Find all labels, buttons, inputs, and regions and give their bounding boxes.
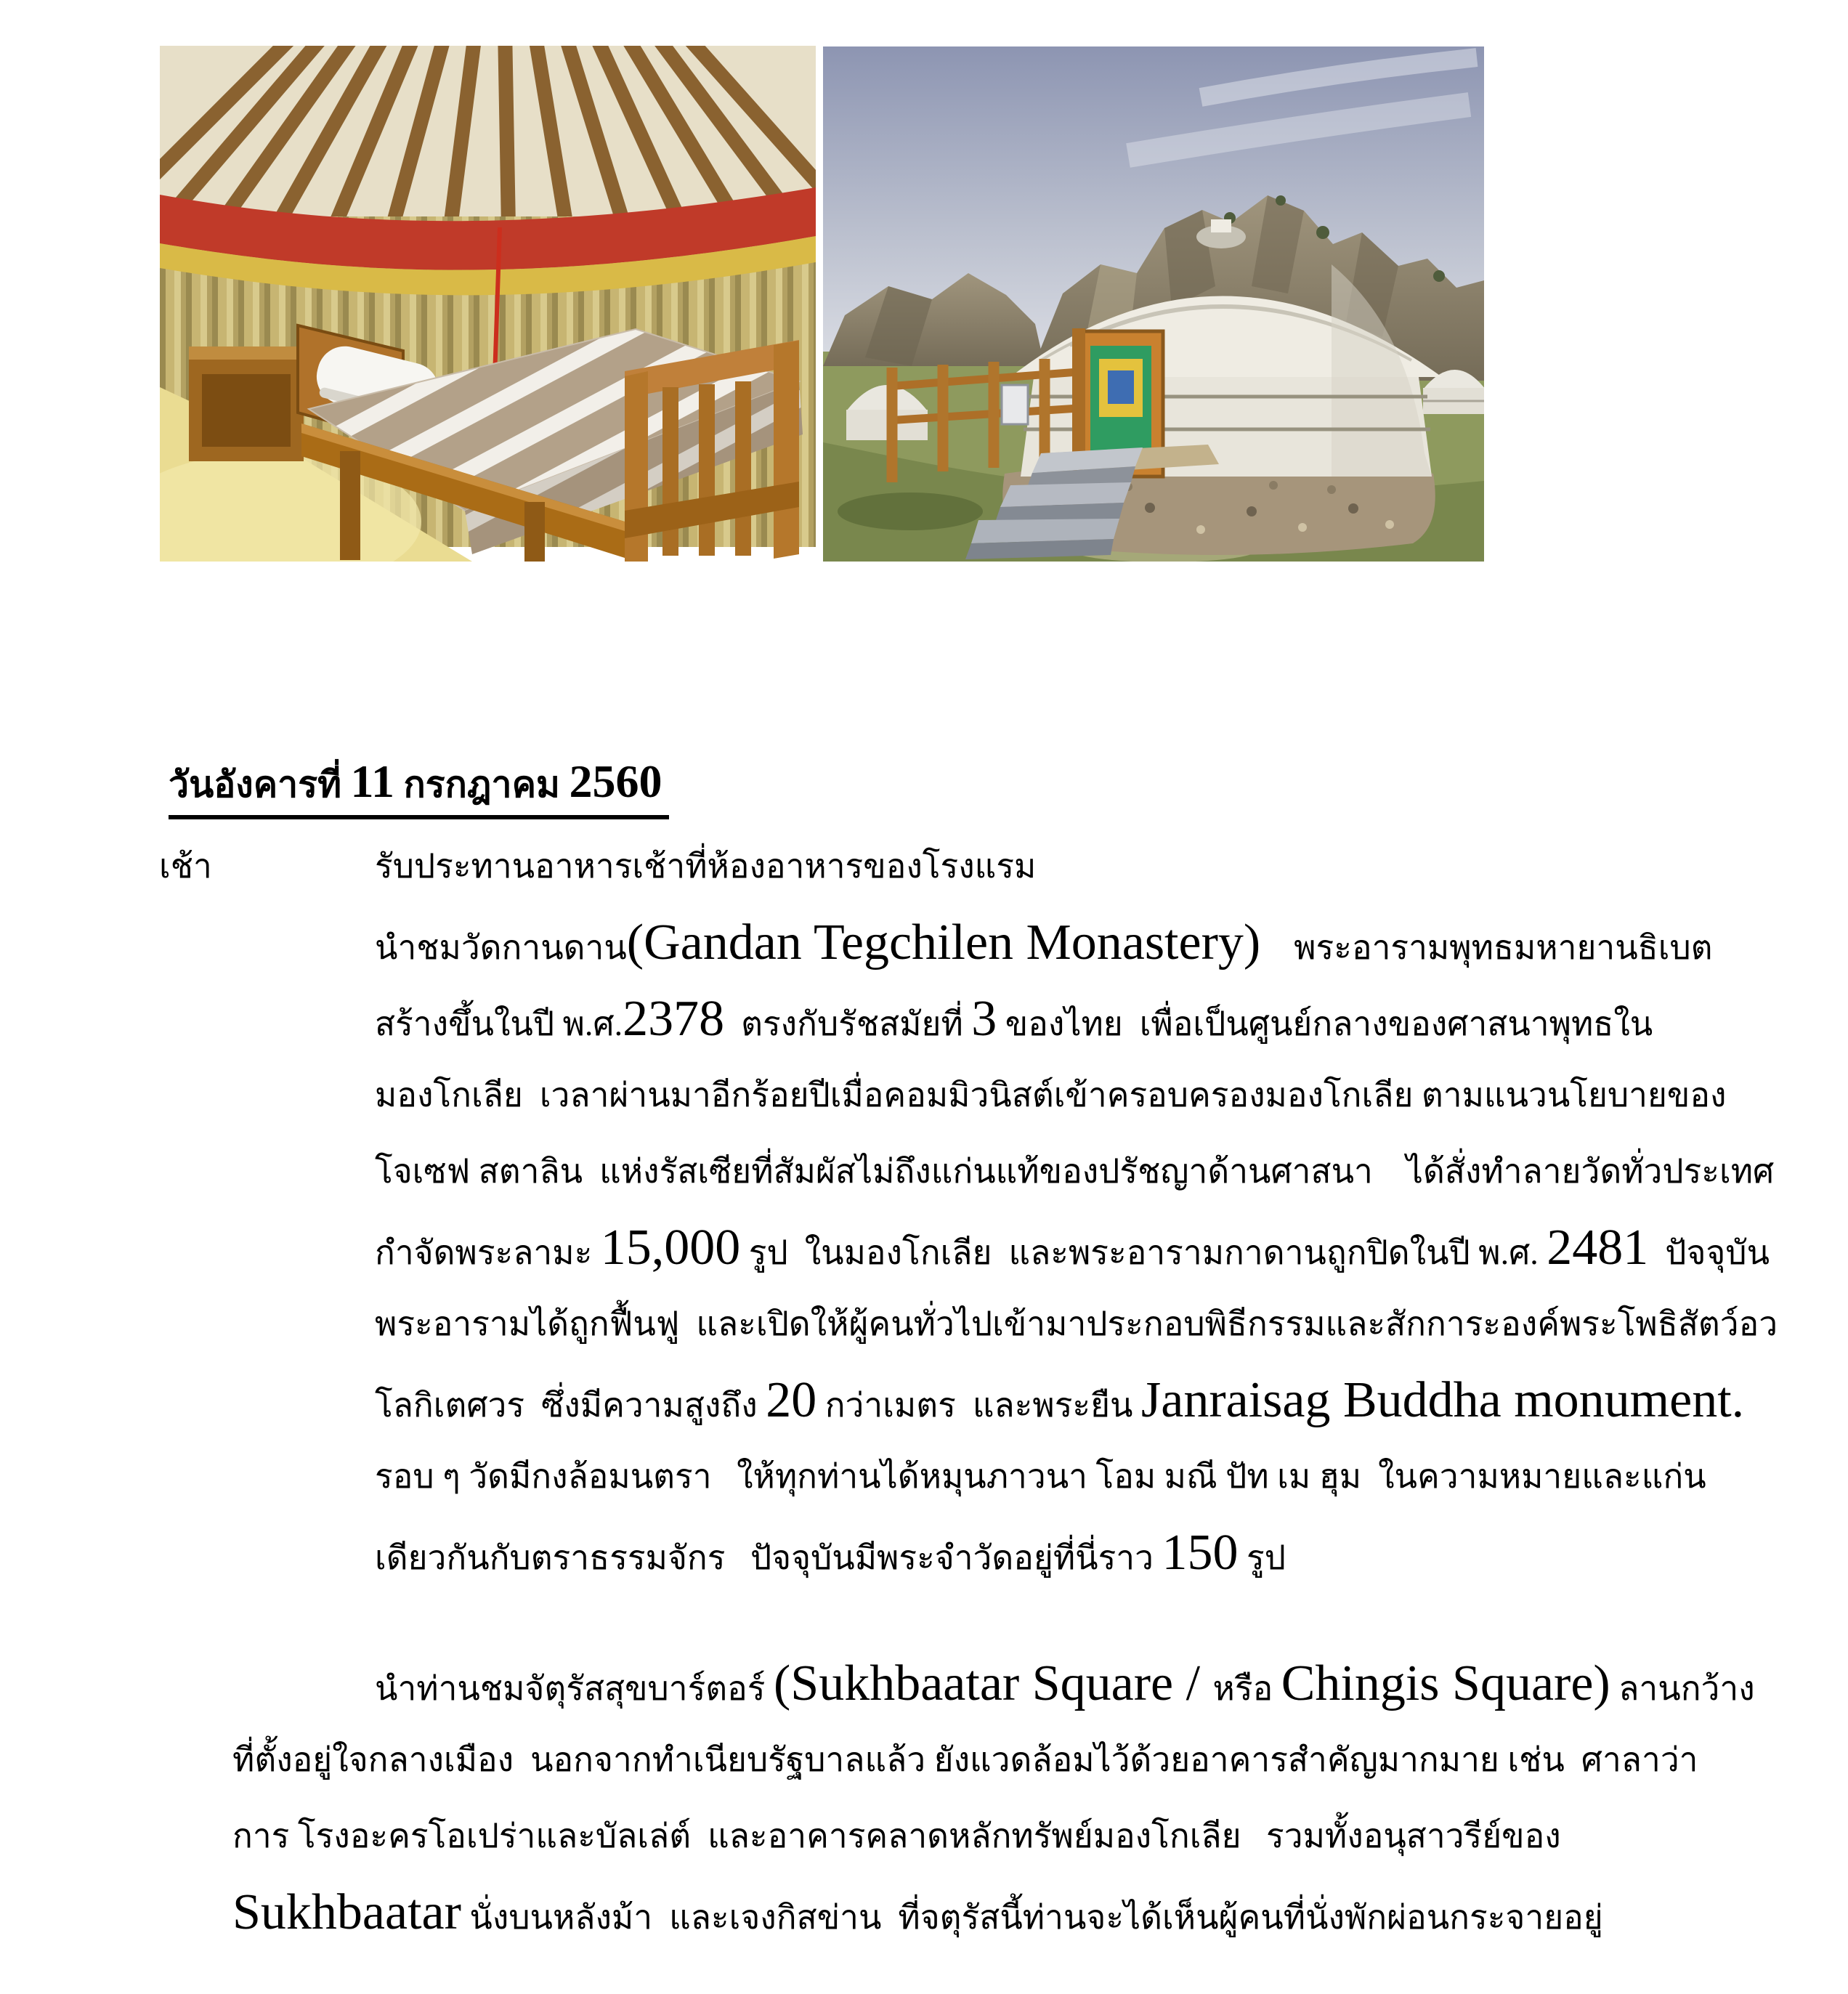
text-line: [375, 1286, 1778, 1362]
thai-segment: ปัจจุบัน: [1648, 1234, 1770, 1271]
bed-leg: [524, 502, 545, 562]
paragraph-sukhbaatar-square: [232, 1645, 1755, 1950]
latin-segment: Janraisag Buddha monument.: [1141, 1372, 1745, 1428]
chimney: [1211, 219, 1231, 232]
thai-segment: ตรงกับรัชสมัยที่: [724, 1005, 972, 1042]
text-line: [232, 1722, 1755, 1798]
thai-segment: ลานกว้าง: [1610, 1670, 1755, 1707]
text-line: [375, 1133, 1778, 1209]
sign-board: [1002, 385, 1028, 424]
tree: [1316, 226, 1329, 239]
thai-segment: พระอารามได้ถูกฟื้นฟู และเปิดให้ผู้คนทั่วไปเข้ามาประกอบพิธีกรรมและสักการะองค์พระโพธิสัตว์อว: [375, 1305, 1778, 1342]
thai-segment: ที่ตั้งอยู่ใจกลางเมือง นอกจากทำเนียบรัฐบาลแล้ว ยังแวดล้อมไว้ด้วยอาคารสำคัญมากมาย เช่น ศาลาว่า: [232, 1741, 1698, 1778]
text-line: [375, 1515, 1778, 1591]
thai-segment: รับประทานอาหารเช้าที่ห้องอาหารของโรงแรม: [375, 848, 1037, 885]
thai-segment: กำจัดพระลามะ: [375, 1234, 601, 1271]
thai-segment: พระอารามพุทธมหายานธิเบต: [1260, 929, 1713, 966]
latin-segment: 3: [971, 991, 997, 1047]
tree: [1433, 270, 1445, 282]
text-line: [375, 904, 1778, 981]
thai-segment: โลกิเตศวร ซึ่งมีความสูงถึง: [375, 1387, 766, 1424]
bed-leg: [340, 451, 360, 560]
text-line: [375, 981, 1778, 1057]
thai-segment: การ โรงอะครโอเปร่าและบัลเล่ต์ และอาคารคลาดหลักทรัพย์มองโกเลีย รวมทั้งอนุสาวรีย์ของ: [232, 1817, 1561, 1855]
thai-segment: หรือ: [1212, 1670, 1281, 1707]
text-line: [375, 1438, 1778, 1515]
latin-segment: 150: [1162, 1525, 1239, 1581]
text-line: [375, 1057, 1778, 1133]
thai-segment: โจเซฟ สตาลิน แห่งรัสเซียที่สัมผัสไม่ถึงแก่นแท้ของปรัชญาด้านศาสนา ได้สั่งทำลายวัดทั่วประเทศ: [375, 1153, 1775, 1190]
date-heading-text: [169, 755, 669, 819]
thai-segment: เดียวกันกับตราธรรมจักร ปัจจุบันมีพระจำวัดอยู่ที่นี่ราว: [375, 1539, 1162, 1576]
ger-interior-photo: [160, 46, 816, 562]
thai-segment: วันอังคารที่: [169, 764, 351, 805]
text-line: [375, 1362, 1778, 1438]
latin-segment: 11: [350, 755, 395, 807]
thai-segment: มองโกเลีย เวลาผ่านมาอีกร้อยปีเมื่อคอมมิวนิสต์เข้าครอบครองมองโกเลีย ตามแนวนโยบายของ: [375, 1077, 1727, 1114]
thai-segment: กรกฎาคม: [394, 764, 570, 805]
paragraph-gandan-monastery: [375, 828, 1778, 1591]
text-line: [232, 1874, 1755, 1950]
latin-segment: 2560: [569, 755, 662, 807]
latin-segment: (Sukhbaatar Square /: [774, 1655, 1213, 1711]
text-line: [232, 1645, 1755, 1722]
footboard-slat: [735, 381, 751, 556]
footboard-slat: [699, 384, 715, 556]
thai-segment: ของไทย เพื่อเป็นศูนย์กลางของศาสนาพุทธใน: [997, 1005, 1653, 1042]
latin-segment: Sukhbaatar: [232, 1884, 461, 1940]
text-line: [375, 1209, 1778, 1286]
thai-segment: นั่งบนหลังม้า และเจงกิสข่าน ที่จตุรัสนี้ท่านจะได้เห็นผู้คนที่นั่งพักผ่อนกระจายอยู่: [461, 1899, 1603, 1936]
ger-exterior-photo: [823, 46, 1484, 562]
latin-segment: 15,000: [600, 1220, 741, 1276]
thai-segment: รูป ในมองโกเลีย และพระอารามกาดานถูกปิดในปี พ.ศ.: [740, 1234, 1547, 1271]
thai-segment: สร้างขึ้นในปี พ.ศ.: [375, 1005, 623, 1042]
latin-segment: Chingis Square): [1281, 1655, 1610, 1711]
ger-exterior-scene: [823, 46, 1484, 562]
thai-segment: นำชมวัดกานดาน: [375, 929, 627, 966]
latin-segment: 2481: [1547, 1220, 1649, 1276]
text-line: [375, 828, 1778, 904]
thai-segment: รอบ ๆ วัดมีกงล้อมนตรา ให้ทุกท่านได้หมุนภาวนา โอม มณี ปัท เม ฮุม ในความหมายและแก่น: [375, 1458, 1706, 1495]
footboard-post-right: [774, 341, 799, 559]
latin-segment: (Gandan Tegchilen Monastery): [626, 915, 1261, 970]
nightstand: [189, 346, 304, 461]
thai-segment: นำท่านชมจัตุรัสสุขบาร์ตอร์: [375, 1670, 774, 1707]
thai-segment: รูป: [1238, 1539, 1286, 1576]
grass-patch: [838, 493, 983, 530]
latin-segment: 20: [766, 1372, 817, 1428]
text-line: [232, 1798, 1755, 1874]
latin-segment: 2378: [623, 991, 725, 1047]
ger-interior-scene: [160, 46, 816, 562]
thai-segment: กว่าเมตร และพระยืน: [816, 1387, 1142, 1424]
time-label-morning: เช้า: [159, 848, 212, 885]
tree: [1276, 195, 1286, 206]
